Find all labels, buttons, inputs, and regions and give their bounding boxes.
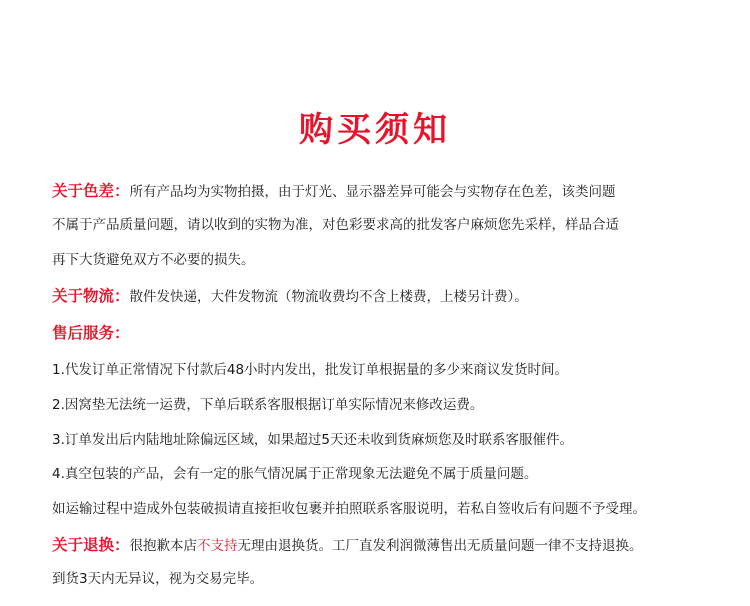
logistics-heading: 关于物流：: [52, 287, 130, 305]
after-sales-item-4: 4.真空包装的产品，会有一定的胀气情况属于正常现象无法避免不属于质量问题。: [52, 466, 538, 482]
color-difference-text-3: 再下大货避免双方不必要的损失。: [52, 252, 255, 268]
return-policy-heading: 关于退换：: [52, 536, 130, 554]
logistics-line: [52, 286, 720, 307]
after-sales-line: [52, 323, 720, 344]
return-policy-highlight: 不支持: [197, 538, 238, 554]
return-policy-text-b: 无理由退换货。工厂直发利润微薄售出无质量问题一律不支持退换。: [237, 538, 643, 554]
after-sales-item-3: 3.订单发出后内陆地址除偏远区域，如果超过5天还未收到货麻烦您及时联系客服催件。: [52, 432, 573, 448]
logistics-text: 散件发快递，大件发物流（物流收费均不含上楼费，上楼另计费）。: [129, 289, 528, 305]
page-title: 购买须知: [299, 110, 451, 150]
return-policy-text-a: 很抱歉本店: [129, 538, 198, 554]
return-policy-line: [52, 535, 720, 556]
after-sales-item-1: 1.代发订单正常情况下付款后48小时内发出，批发订单根据量的多少来商议发货时间。: [52, 362, 569, 378]
after-sales-item-2: 2.因窝垫无法统一运费，下单后联系客服根据订单实际情况来修改运费。: [52, 397, 484, 413]
after-sales-note: 如运输过程中造成外包装破损请直接拒收包裹并拍照联系客服说明，若私自签收后有问题不予受理。: [52, 501, 646, 517]
after-sales-heading: 售后服务：: [52, 324, 130, 342]
color-difference-line-1: [52, 181, 720, 202]
color-difference-heading: 关于色差：: [52, 182, 130, 200]
color-difference-text-1: 所有产品均为实物拍摄，由于灯光、显示器差异可能会与实物存在色差，该类问题: [129, 184, 616, 200]
color-difference-text-2: 不属于产品质量问题，请以收到的实物为准，对色彩要求高的批发客户麻烦您先采样，样品合适: [52, 217, 619, 233]
return-policy-text-2: 到货3天内无异议，视为交易完毕。: [52, 571, 264, 587]
